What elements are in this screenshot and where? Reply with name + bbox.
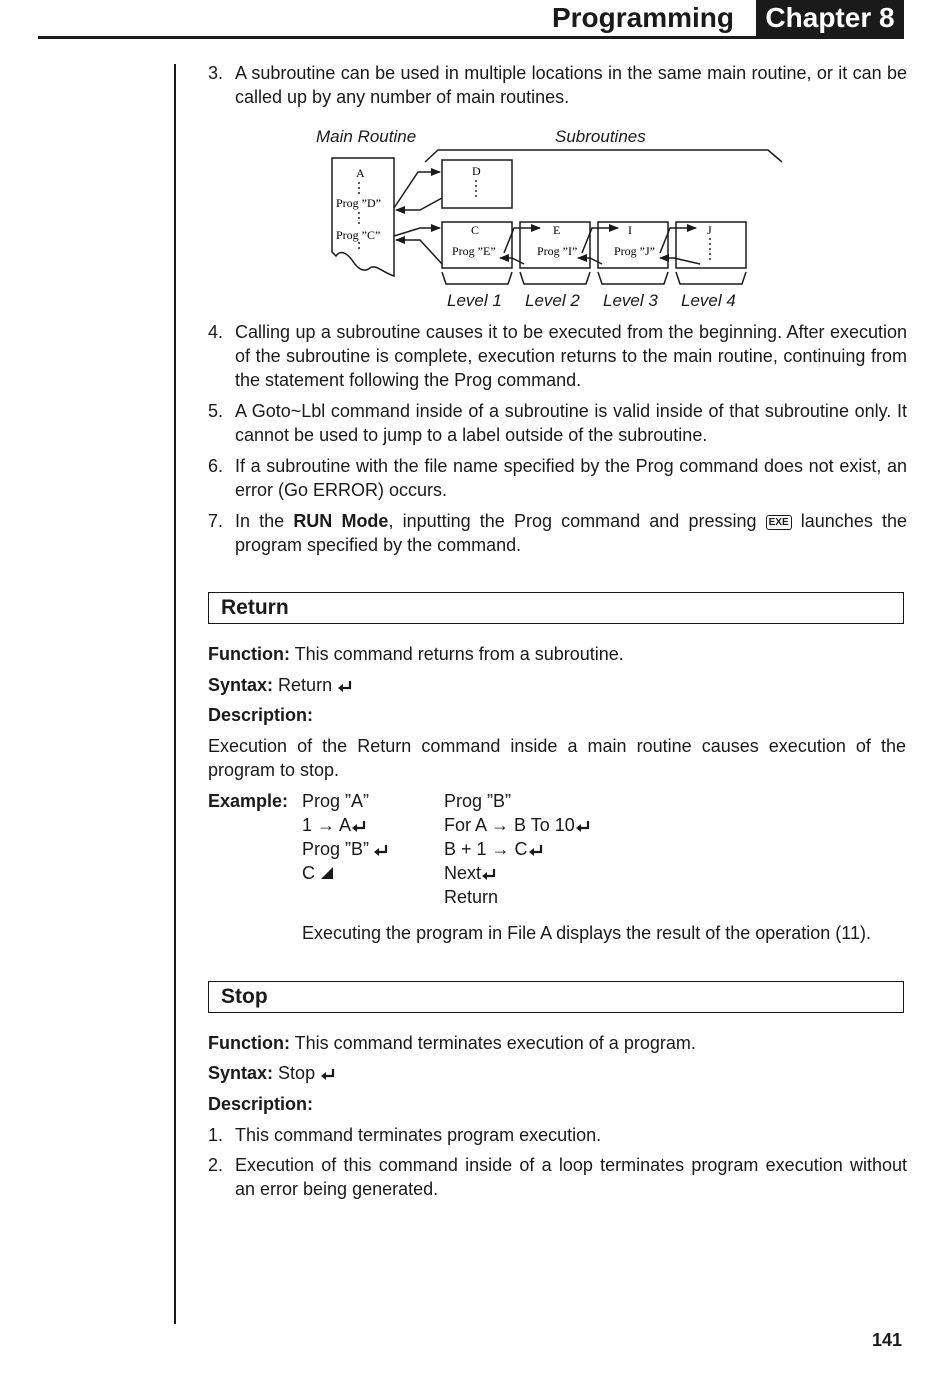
list-item-text: Execution of this command inside of a loop terminates program execution without an error being generated. <box>235 1155 907 1199</box>
code-text: B + 1 → C <box>444 839 528 859</box>
box-d-text: D <box>472 164 481 178</box>
level-label: Level 2 <box>525 291 580 310</box>
syntax-label: Syntax: <box>208 675 274 695</box>
box-c-prog-text: Prog ”E” <box>452 244 496 258</box>
section-heading-box <box>208 592 904 624</box>
level-label: Level 4 <box>681 291 736 310</box>
box-j-text: J <box>707 223 712 237</box>
main-prog-d-text: Prog ”D” <box>336 196 381 210</box>
code-line <box>302 813 367 837</box>
subroutines-label: Subroutines <box>555 127 646 146</box>
function-line <box>208 1031 696 1055</box>
list-number: 2. <box>208 1155 224 1175</box>
code-line <box>302 837 389 861</box>
level-bracket <box>442 272 512 284</box>
code-line: Return <box>444 887 499 907</box>
code-line: Prog ”A” <box>302 791 370 811</box>
list-number: 5. <box>208 401 224 421</box>
code-text: Prog ”B” <box>302 839 370 859</box>
running-header-title: Programming <box>551 2 734 33</box>
list-number: 6. <box>208 456 224 476</box>
display-result-icon <box>320 866 334 880</box>
list-number: 3. <box>208 63 224 83</box>
syntax-line <box>208 1061 336 1085</box>
enter-icon <box>373 844 389 856</box>
code-line: Prog ”B” <box>444 791 512 811</box>
example-label: Example: <box>208 791 289 811</box>
code-text: 1 → A <box>302 815 352 835</box>
code-text: Next <box>444 863 482 883</box>
syntax-label: Syntax: <box>208 1063 274 1083</box>
list-number: 4. <box>208 322 224 342</box>
enter-icon <box>575 820 591 832</box>
code-line <box>302 861 334 885</box>
box-e-prog-text: Prog ”I” <box>537 244 578 258</box>
description-label: Description: <box>208 1094 314 1114</box>
list-item-text: A subroutine can be used in multiple locations in the same main routine, or it can be called up by any number of main routines. <box>235 63 907 107</box>
syntax-text: Return <box>278 675 333 695</box>
box-i-prog-text: Prog ”J” <box>614 244 655 258</box>
description-label: Description: <box>208 705 314 725</box>
syntax-line <box>208 673 353 697</box>
margin-rule <box>174 64 176 1324</box>
box-i-text: I <box>628 223 632 237</box>
text-run: launches the program specified by the command. <box>235 511 907 555</box>
header-rule <box>38 36 904 39</box>
subroutine-diagram <box>300 140 800 300</box>
code-line <box>444 813 591 837</box>
section-heading-box <box>208 981 904 1013</box>
main-routine-label: Main Routine <box>316 127 417 146</box>
function-line <box>208 642 624 666</box>
description-text: Execution of the Return command inside a main routine causes execution of the program to stop. <box>208 736 906 780</box>
level-bracket <box>676 272 746 284</box>
level-bracket <box>520 272 590 284</box>
main-prog-c-text: Prog ”C” <box>336 228 381 242</box>
example-note: Executing the program in File A displays the result of the operation (11). <box>302 923 871 943</box>
chapter-tab: Chapter 8 <box>756 0 904 38</box>
main-a-text: A <box>356 166 365 180</box>
function-text: This command returns from a subroutine. <box>294 644 624 664</box>
syntax-text: Stop <box>278 1063 316 1083</box>
code-line <box>444 837 544 861</box>
enter-icon <box>481 868 497 880</box>
function-text: This command terminates execution of a program. <box>294 1033 696 1053</box>
text-run: In the <box>235 511 294 531</box>
exe-key-icon: EXE <box>766 515 792 530</box>
section-title: Return <box>221 596 289 619</box>
list-item-text: This command terminates program execution. <box>235 1125 602 1145</box>
list-item-text: If a subroutine with the file name specified by the Prog command does not exist, an error (Go ERROR) occurs. <box>235 456 907 500</box>
enter-icon <box>528 844 544 856</box>
enter-icon <box>351 820 367 832</box>
box-e-text: E <box>553 223 561 237</box>
level-label: Level 1 <box>447 291 502 310</box>
list-item-text: Calling up a subroutine causes it to be executed from the beginning. After execution of the subroutine is complete, execution returns to the main routine, continuing from the statement following the Prog command. <box>235 322 907 390</box>
page-number: 141 <box>872 1330 903 1350</box>
text-run: , inputting the Prog command and pressing <box>388 511 766 531</box>
level-label: Level 3 <box>603 291 658 310</box>
section-title: Stop <box>221 985 268 1008</box>
level-bracket <box>598 272 668 284</box>
list-item-text <box>235 509 907 557</box>
list-number: 7. <box>208 511 224 531</box>
box-c-text: C <box>471 223 480 237</box>
code-text: C <box>302 863 315 883</box>
list-item-text: A Goto~Lbl command inside of a subroutine is valid inside of that subroutine only. It cannot be used to jump to a label outside of the subroutine. <box>235 401 907 445</box>
enter-icon <box>320 1068 336 1080</box>
function-label: Function: <box>208 1033 290 1053</box>
function-label: Function: <box>208 644 290 664</box>
list-number: 1. <box>208 1125 224 1145</box>
code-line <box>444 861 497 885</box>
code-text: For A → B To 10 <box>444 815 575 835</box>
run-mode-text: RUN Mode <box>293 511 389 531</box>
enter-icon <box>337 680 353 692</box>
